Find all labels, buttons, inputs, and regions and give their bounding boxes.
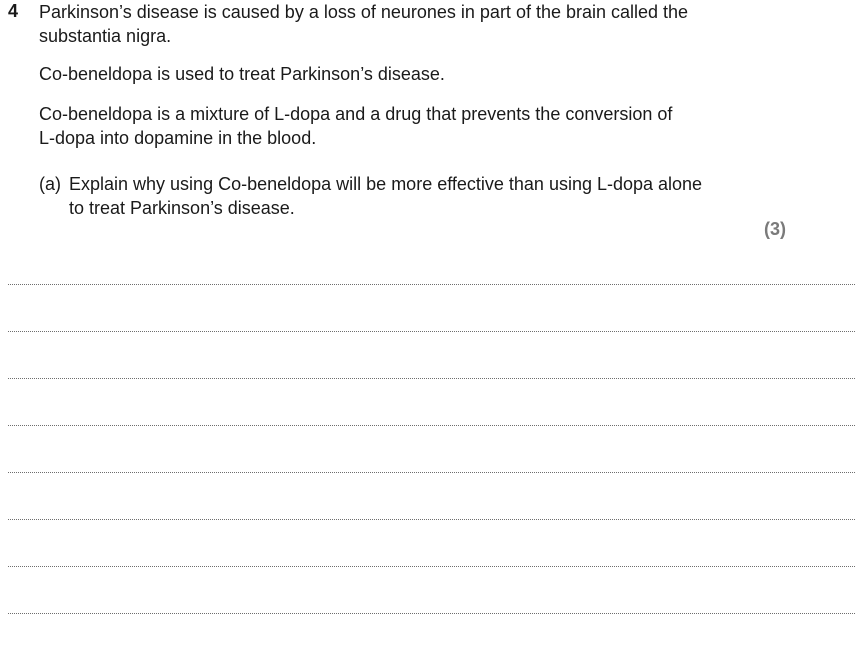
- answer-line[interactable]: [8, 519, 855, 520]
- answer-line[interactable]: [8, 566, 855, 567]
- marks-indicator: (3): [764, 219, 786, 239]
- info1-line: Co-beneldopa is used to treat Parkinson’s disease.: [39, 64, 445, 84]
- info2-line-2: L-dopa into dopamine in the blood.: [39, 128, 317, 148]
- answer-line[interactable]: [8, 284, 855, 285]
- answer-line[interactable]: [8, 472, 855, 473]
- stem-line-2: substantia nigra.: [39, 26, 172, 46]
- info2-line-1: Co-beneldopa is a mixture of L-dopa and a drug that prevents the conversion of: [39, 104, 673, 124]
- question-number: 4: [8, 1, 19, 21]
- answer-line[interactable]: [8, 613, 855, 614]
- answer-area[interactable]: [8, 0, 855, 668]
- stem-line-1: Parkinson’s disease is caused by a loss of neurones in part of the brain called the: [39, 2, 689, 22]
- answer-line[interactable]: [8, 331, 855, 332]
- part-a-line-2: to treat Parkinson’s disease.: [69, 198, 295, 218]
- answer-line[interactable]: [8, 378, 855, 379]
- part-a-line-1: Explain why using Co-beneldopa will be more effective than using L-dopa alone: [69, 174, 703, 194]
- part-a-label: (a): [39, 174, 61, 194]
- answer-line[interactable]: [8, 425, 855, 426]
